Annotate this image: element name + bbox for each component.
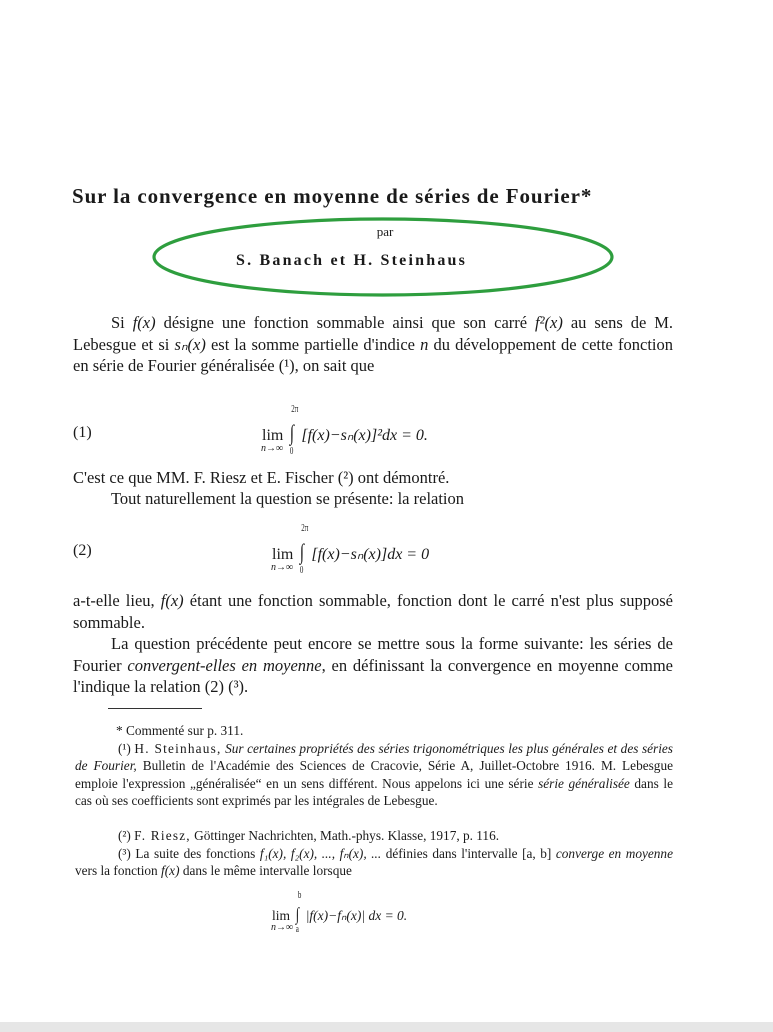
lim-operator: lim n→∞ xyxy=(261,427,284,454)
integral-sign: ∫ b a xyxy=(296,890,302,935)
equation-2: lim n→∞ ∫ 2π 0 [f(x)−sₙ(x)]dx = 0 xyxy=(271,523,430,576)
lim-operator: lim n→∞ xyxy=(271,546,294,573)
paper-authors: S. Banach et H. Steinhaus xyxy=(236,252,468,269)
question-line: Tout naturellement la question se présente: la relation xyxy=(111,489,465,508)
riesz-fischer-line: C'est ce que MM. F. Riesz et E. Fischer (²) ont démontré. xyxy=(73,468,450,487)
paragraph-2: a-t-elle lieu, f(x) étant une fonction sommable, fonction dont le carré n'est plus supposé sommable. xyxy=(73,591,673,632)
by-label: par xyxy=(376,224,394,239)
integral-sign: ∫ 2π 0 xyxy=(300,523,309,576)
equation-1-number: (1) xyxy=(73,424,92,441)
lim-operator: lim n→∞ xyxy=(271,908,294,933)
equation-1: lim n→∞ ∫ 2π 0 [f(x)−sₙ(x)]²dx = 0. xyxy=(261,404,428,457)
footnote-2: (²) F. Riesz, Göttinger Nachrichten, Math.-phys. Klasse, 1917, p. 116. xyxy=(118,828,500,843)
viewer-bottom-band xyxy=(0,1022,773,1032)
footnote-1: (¹) H. Steinhaus, Sur certaines propriétés des séries trigonométriques les plus générales et des séries de Fourier, Bulletin de l'Académie des Sciences de Cracovie, Série A, Juillet-Octobre 1916. M. Lebesgue emploie l'expression „généralisée“ en un sens différent. Nous appelons ici une série série généralisée dans le cas où ses coefficients sont exprimés par les intégrales de Lebesgue. xyxy=(75,741,673,809)
equation-3: lim n→∞ ∫ b a |f(x)−fₙ(x)| dx = 0. xyxy=(271,890,408,935)
equation-2-number: (2) xyxy=(73,542,92,559)
footnote-3: (³) La suite des fonctions f₁(x), f₂(x), ..., fₙ(x), ... définies dans l'intervalle [a, b] converge en moyenne vers la fonction f(x) dans le même intervalle lorsque xyxy=(75,846,673,879)
paper-title: Sur la convergence en moyenne de séries de Fourier* xyxy=(72,184,593,208)
footnote-star: * Commenté sur p. 311. xyxy=(116,723,244,738)
integral-sign: ∫ 2π 0 xyxy=(290,404,299,457)
paragraph-1: Si f(x) désigne une fonction sommable ainsi que son carré f²(x) au sens de M. Lebesgue et si sₙ(x) est la somme partielle d'indice n du développement de cette fonction en série de Fourier généralisée (¹), on sait que xyxy=(73,313,674,375)
paragraph-3: La question précédente peut encore se mettre sous la forme suivante: les séries de Fourier convergent-elles en moyenne, en définissant la convergence en moyenne comme l'indique la relation (2) (³). xyxy=(73,634,673,696)
footnote-divider xyxy=(108,708,202,709)
